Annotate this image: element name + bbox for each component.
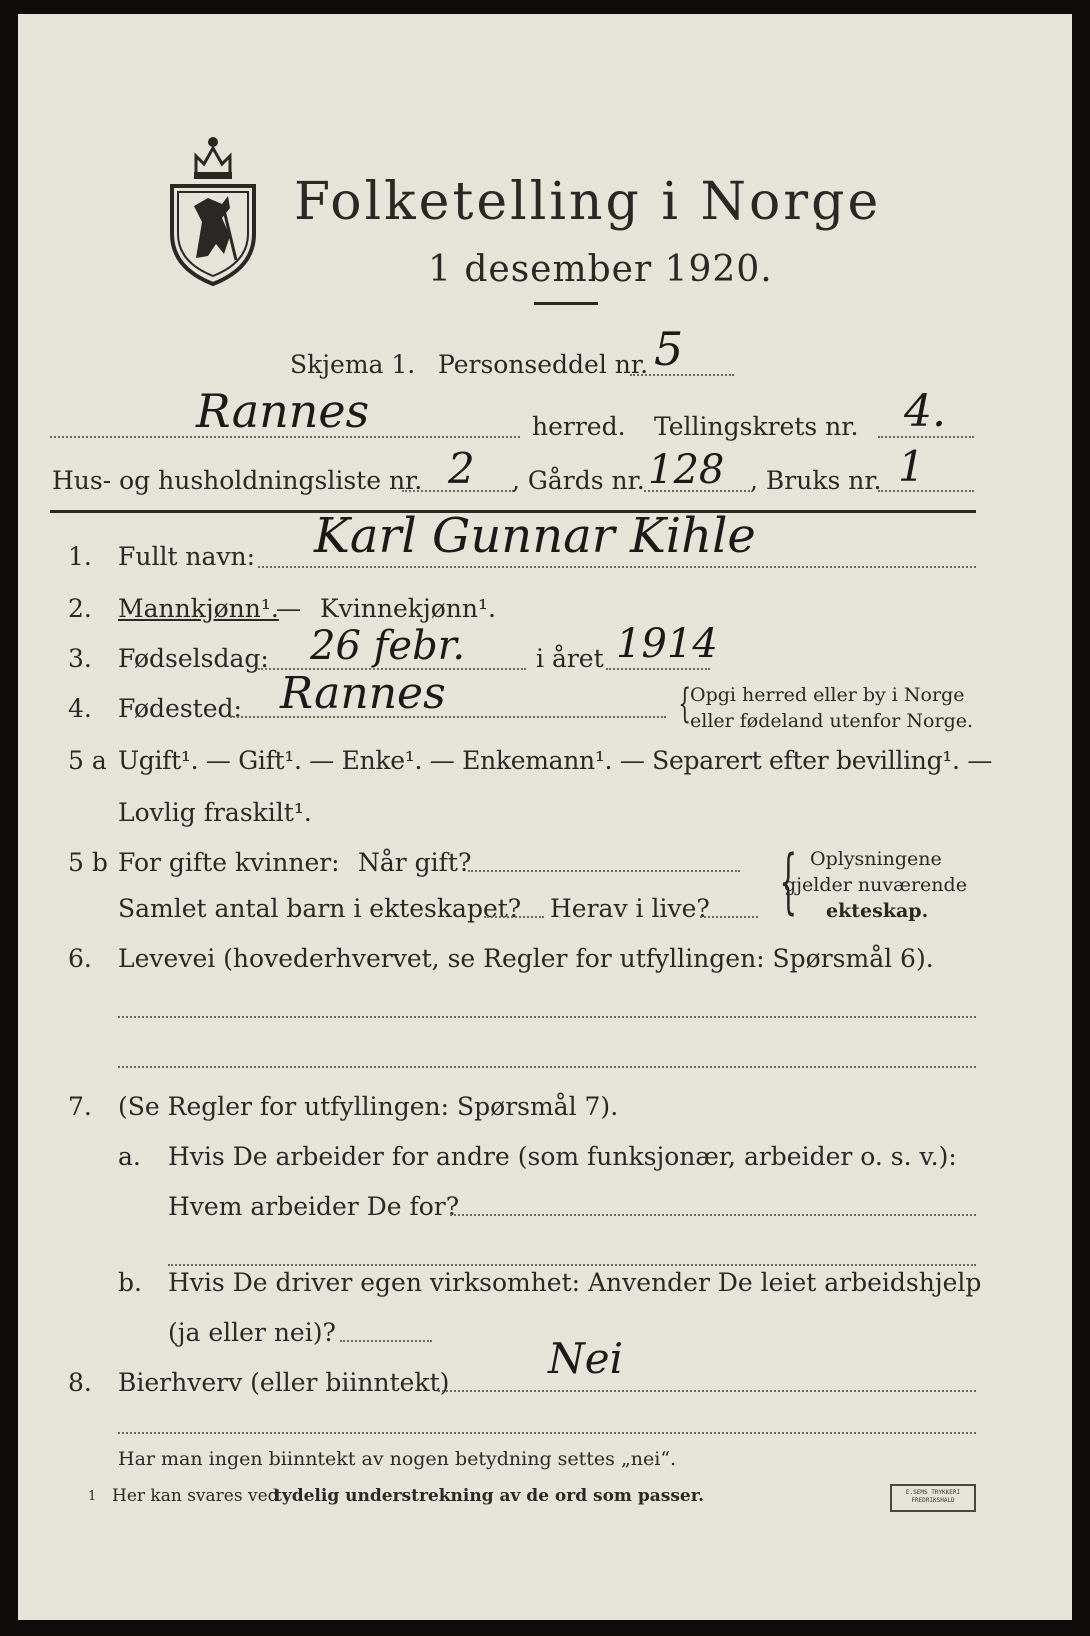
q8-line (438, 1390, 976, 1392)
q5b-alive-label: Herav i live? (550, 894, 710, 923)
q4-note-line2: eller fødeland utenfor Norge. (690, 710, 974, 732)
q5b-children-label: Samlet antal barn i ekteskapet? (118, 894, 522, 923)
q2-number: 2. (68, 594, 92, 623)
footnote-emphasis: tydelig understrekning av de ord som passer. (274, 1486, 705, 1506)
q3-number: 3. (68, 644, 92, 673)
skjema-label: Skjema 1. (290, 350, 416, 379)
herred-label: herred. (532, 412, 626, 441)
census-date: 1 desember 1920. (428, 249, 773, 290)
q4-value: Rannes (280, 668, 446, 719)
q2-separator: — (276, 594, 301, 623)
q5a-number: 5 a (68, 746, 107, 775)
herred-value: Rannes (196, 384, 370, 438)
printer-city: FREDRIKSHALD (911, 1497, 955, 1504)
bruks-line (878, 490, 974, 492)
q1-value: Karl Gunnar Kihle (314, 508, 756, 564)
bruks-value: 1 (898, 442, 925, 491)
form-title: Folketelling i Norge (294, 172, 882, 232)
q7a-employer-label: Hvem arbeider De for? (168, 1192, 460, 1221)
title-divider (534, 302, 598, 305)
husliste-label: Hus- og husholdningsliste nr. (52, 466, 423, 495)
q7a-question: Hvis De arbeider for andre (som funksjonær, arbeider o. s. v.): (168, 1142, 957, 1171)
q5b-alive-line (700, 916, 758, 918)
q7-number: 7. (68, 1092, 92, 1121)
q2-male-option: Mannkjønn¹. (118, 594, 279, 623)
q5b-note-line1: Oplysningene (810, 848, 942, 870)
q4-number: 4. (68, 694, 92, 723)
q5a-options-line2: Lovlig fraskilt¹. (118, 798, 312, 827)
q3-label: Fødselsdag: (118, 644, 269, 673)
personseddel-label: Personseddel nr. (438, 350, 649, 379)
q5b-label: For gifte kvinner: (118, 848, 340, 877)
q8-extra-line (118, 1432, 976, 1434)
husliste-value: 2 (448, 444, 475, 493)
q5b-number: 5 b (68, 848, 108, 877)
q4-note-line1: Opgi herred eller by i Norge (690, 684, 965, 706)
q7a-extra-line (168, 1264, 976, 1266)
q5b-brace: { (779, 840, 798, 922)
q1-line (258, 566, 976, 568)
personseddel-value: 5 (654, 322, 684, 376)
bruks-label: , Bruks nr. (750, 466, 882, 495)
q5b-note-line3: ekteskap. (826, 900, 929, 922)
q7b-yesno-line (340, 1340, 432, 1342)
q5b-children-line (484, 916, 544, 918)
gards-label: , Gårds nr. (512, 466, 645, 495)
q1-label: Fullt navn: (118, 542, 256, 571)
q3-date-value: 26 febr. (310, 623, 466, 669)
q5a-options: Ugift¹. — Gift¹. — Enke¹. — Enkemann¹. — Separert efter bevilling¹. — (118, 746, 993, 775)
q4-label: Fødested: (118, 694, 242, 723)
tellingskrets-label: Tellingskrets nr. (654, 412, 859, 441)
q8-value: Nei (548, 1334, 624, 1383)
footnote-text: Her kan svares ved (112, 1486, 279, 1506)
q7a-letter: a. (118, 1142, 141, 1171)
q2-female-option: Kvinnekjønn¹. (320, 594, 496, 623)
q7b-yesno-label: (ja eller nei)? (168, 1318, 336, 1347)
q5b-note-line2: gjelder nuværende (784, 874, 967, 896)
q8-note: Har man ingen biinntekt av nogen betydning settes „nei“. (118, 1448, 677, 1470)
q7b-letter: b. (118, 1268, 142, 1297)
census-form (18, 14, 1072, 1620)
q1-number: 1. (68, 542, 92, 571)
q6-line-1 (118, 1016, 976, 1018)
q6-line-2 (118, 1066, 976, 1068)
footnote-mark: 1 (88, 1489, 97, 1504)
tellingskrets-value: 4. (904, 386, 946, 437)
q6-number: 6. (68, 944, 92, 973)
q3-year-line (606, 668, 710, 670)
printer-name: E.SEMS TRYKKERI (905, 1489, 961, 1496)
gards-value: 128 (648, 447, 725, 493)
printer-stamp (890, 1484, 976, 1512)
q3-year-value: 1914 (616, 621, 718, 667)
q4-brace: { (678, 681, 692, 727)
q7b-question: Hvis De driver egen virksomhet: Anvender De leiet arbeidshjelp (168, 1268, 982, 1297)
q6-label: Levevei (hovederhvervet, se Regler for utfyllingen: Spørsmål 6). (118, 944, 934, 973)
q5b-married-when-line (468, 870, 740, 872)
q7a-employer-line (450, 1214, 976, 1216)
q8-number: 8. (68, 1368, 92, 1397)
q7-label: (Se Regler for utfyllingen: Spørsmål 7). (118, 1092, 619, 1121)
q5b-married-when-label: Når gift? (358, 848, 472, 877)
norwegian-coat-of-arms-icon (168, 126, 258, 288)
q8-label: Bierhverv (eller biinntekt) (118, 1368, 450, 1397)
q3-year-label: i året (536, 644, 604, 673)
